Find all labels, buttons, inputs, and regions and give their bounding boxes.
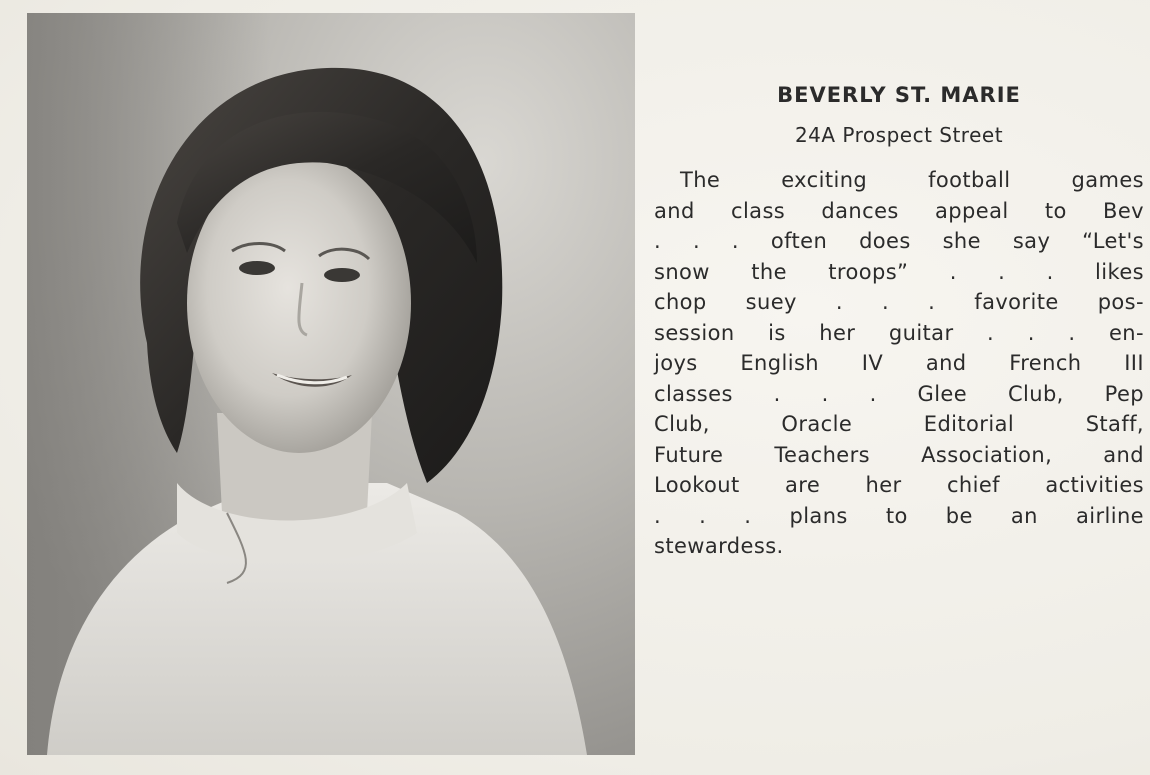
bio-line: The exciting football games xyxy=(680,168,1144,192)
bio-line: snow the troops” . . . likes xyxy=(654,259,1144,284)
portrait-photo xyxy=(27,13,635,755)
bio-line: . . . often does she say “Let's xyxy=(654,229,1144,253)
bio-line: joys English IV and French III xyxy=(654,351,1144,375)
bio-line: . . . plans to be an airline xyxy=(654,503,1144,528)
bio-line: stewardess. xyxy=(654,534,784,558)
bio-line: Lookout are her chief activities xyxy=(654,473,1144,497)
bio-line: Club, Oracle Editorial Staff, xyxy=(654,412,1144,436)
caption-block xyxy=(654,80,1144,562)
student-bio xyxy=(654,165,1144,562)
student-address: 24A Prospect Street xyxy=(794,123,1004,147)
bio-line: chop suey . . . favorite pos- xyxy=(654,290,1144,314)
portrait-image xyxy=(27,13,635,755)
bio-line: session is her guitar . . . en- xyxy=(654,320,1144,345)
bio-line: classes . . . Glee Club, Pep xyxy=(654,381,1144,406)
bio-line: Future Teachers Association, and xyxy=(654,442,1144,467)
student-name: BEVERLY ST. MARIE xyxy=(777,83,1021,107)
bio-line: and class dances appeal to Bev xyxy=(654,198,1144,223)
